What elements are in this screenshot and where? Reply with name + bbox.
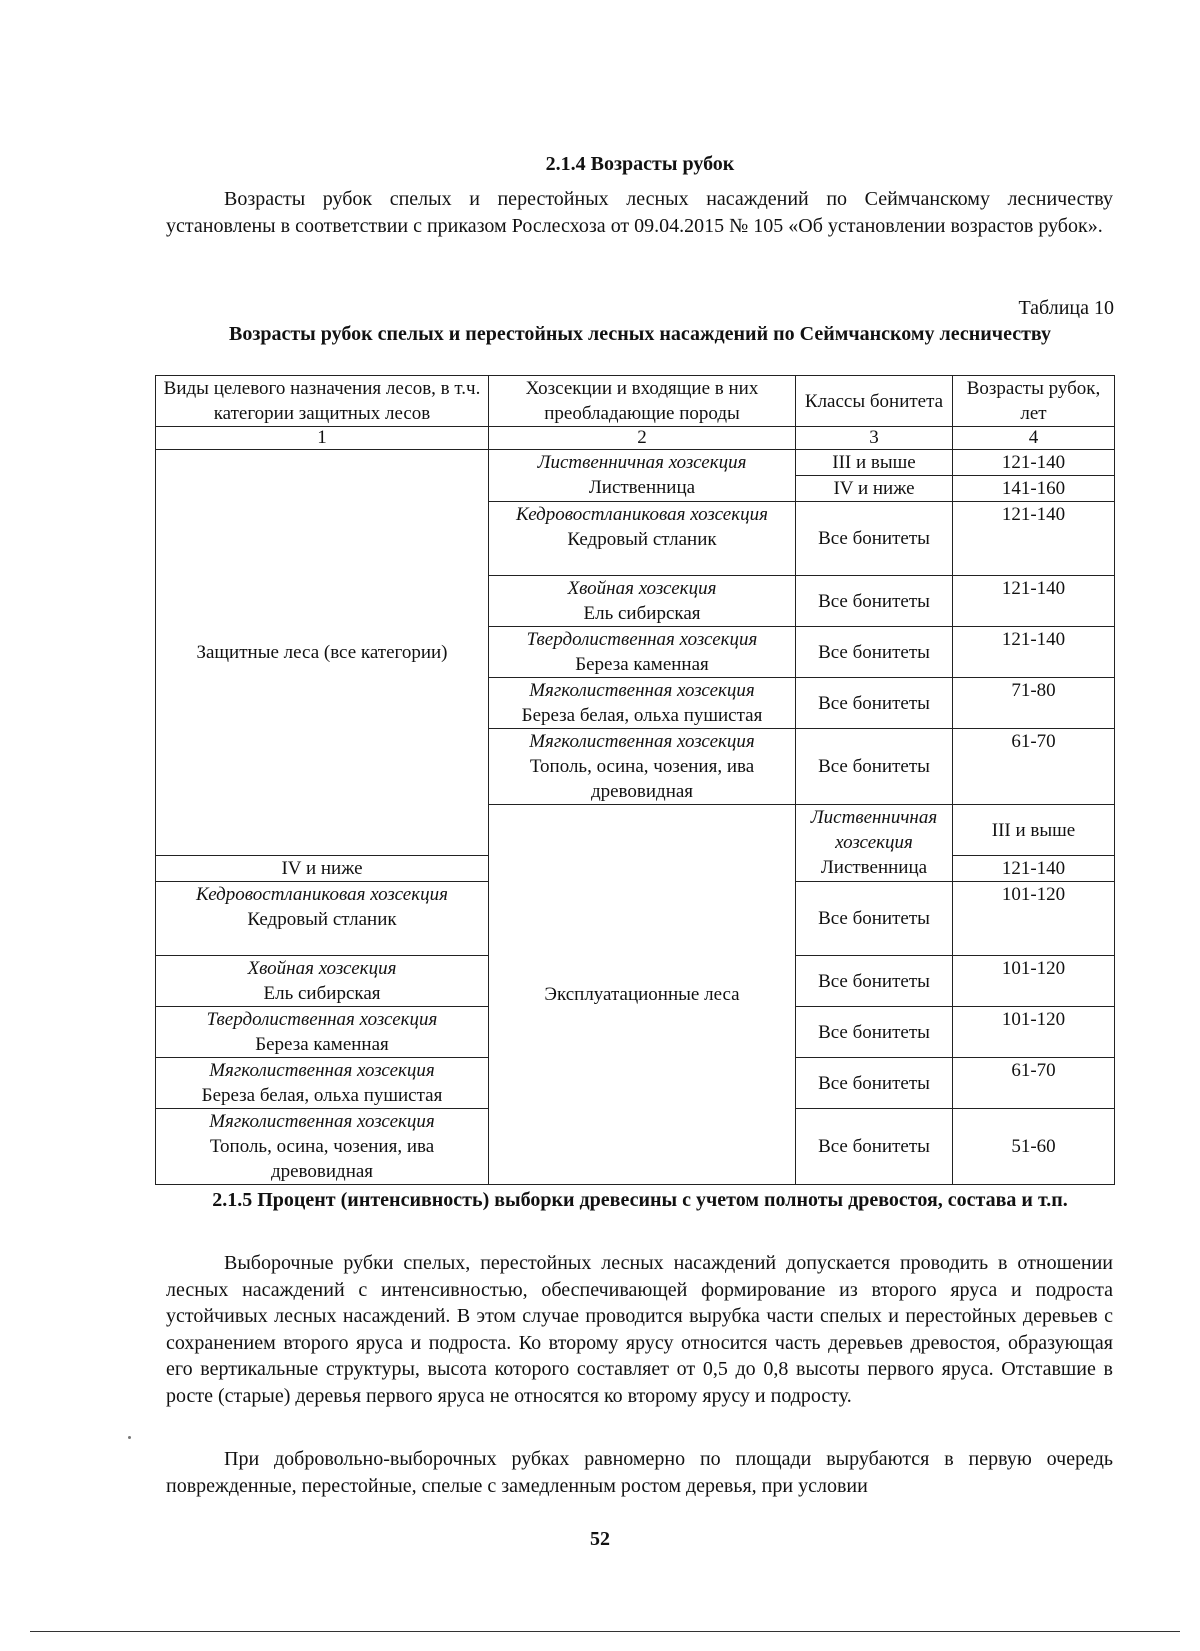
header-felling-age: Возрасты рубок, лет (953, 376, 1115, 427)
economic-section-cell (489, 576, 796, 627)
site-class-cell: III и выше (796, 450, 953, 476)
site-class-cell: IV и ниже (796, 476, 953, 502)
site-class-cell: Все бонитеты (796, 1109, 953, 1185)
economic-section-cell (156, 1058, 489, 1109)
economic-section-cell (489, 627, 796, 678)
section-2-1-5-paragraph-2: При добровольно-выборочных рубках равномерно по площади вырубаются в первую очередь поврежденные, перестойные, спелые с замедленным ростом деревья, при условии (166, 1448, 1113, 1497)
header-forest-purpose: Виды целевого назначения лесов, в т.ч. категории защитных лесов (156, 376, 489, 427)
site-class-cell: Все бонитеты (796, 956, 953, 1007)
economic-section-cell (489, 502, 796, 576)
table-title: Возрасты рубок спелых и перестойных лесных насаждений по Сеймчанскому лесничеству (228, 323, 1052, 345)
column-number-row (156, 427, 1115, 450)
bottom-rule (30, 1631, 1180, 1632)
section-name: Твердолиственная хозсекция (206, 1009, 438, 1030)
felling-age-cell: 101-120 (953, 956, 1115, 1007)
site-class-cell: IV и ниже (156, 856, 489, 882)
site-class-cell: Все бонитеты (796, 576, 953, 627)
economic-section-cell (796, 805, 953, 882)
section-2-1-5-paragraph-1: Выборочные рубки спелых, перестойных лесных насаждений допускается проводить в отношении лесных насаждений с интенсивностью, обеспечивающей формирование из второго яруса и подроста устойчивых лесных насаждений. В этом случае проводится вырубка части спелых и перестойных деревьев с сохранением второго яруса и подроста. Ко второму ярусу относится часть деревьев древостоя, образующая его вертикальные структуры, высота которого составляет от 0,5 до 0,8 высоты первого яруса. Отставшие в росте (старые) деревья первого яруса не относятся ко второму ярусу и подросту. (166, 1252, 1113, 1407)
section-2-1-4-title: 2.1.4 Возрасты рубок (545, 153, 735, 175)
section-2-1-5-title: 2.1.5 Процент (интенсивность) выборки древесины с учетом полноты древостоя, состава и т.п. (212, 1189, 1068, 1211)
table-number: Таблица 10 (1018, 297, 1114, 319)
species-name: Береза каменная (575, 654, 709, 675)
column-number: 1 (156, 427, 489, 450)
site-class-cell: Все бонитеты (796, 502, 953, 576)
felling-age-cell: 121-140 (953, 576, 1115, 627)
species-name: Ель сибирская (263, 983, 381, 1004)
page-number: 52 (590, 1528, 610, 1550)
site-class-cell: Все бонитеты (796, 678, 953, 729)
section-name: Мягколиственная хозсекция (529, 680, 755, 701)
species-name: Ель сибирская (583, 603, 701, 624)
felling-age-cell: 141-160 (953, 476, 1115, 502)
species-name: Береза каменная (255, 1034, 389, 1055)
felling-age-cell: 121-140 (953, 502, 1115, 576)
felling-age-cell: 51-60 (953, 1109, 1115, 1185)
felling-age-cell: 121-140 (953, 627, 1115, 678)
felling-age-cell: 71-80 (953, 678, 1115, 729)
economic-section-cell (489, 450, 796, 502)
forest-purpose-cell: Эксплуатационные леса (489, 805, 796, 1185)
section-name: Мягколиственная хозсекция (209, 1111, 435, 1132)
section-name: Лиственничная хозсекция (810, 807, 938, 853)
section-name: Мягколиственная хозсекция (209, 1060, 435, 1081)
forest-purpose-cell: Защитные леса (все категории) (156, 450, 489, 856)
site-class-cell: III и выше (953, 805, 1115, 856)
section-name: Хвойная хозсекция (247, 958, 397, 979)
species-name: Кедровый стланик (567, 529, 717, 550)
felling-age-cell: 121-140 (953, 856, 1115, 882)
section-name: Кедровостланиковая хозсекция (196, 884, 448, 905)
species-name: Береза белая, ольха пушистая (521, 705, 763, 726)
species-name: Лиственница (820, 857, 928, 878)
table-header-row (156, 376, 1115, 427)
economic-section-cell (156, 956, 489, 1007)
felling-age-cell: 101-120 (953, 882, 1115, 956)
felling-age-table (155, 375, 1115, 1185)
species-name: Береза белая, ольха пушистая (201, 1085, 443, 1106)
species-name: Тополь, осина, чозения, ива древовидная (209, 1136, 435, 1182)
economic-section-cell (489, 729, 796, 805)
column-number: 4 (953, 427, 1115, 450)
table-row (156, 450, 1115, 476)
species-name: Кедровый стланик (247, 909, 397, 930)
felling-age-cell: 121-140 (953, 450, 1115, 476)
section-name: Твердолиственная хозсекция (526, 629, 758, 650)
economic-section-cell (156, 1007, 489, 1058)
header-economic-section: Хозсекции и входящие в них преобладающие породы (489, 376, 796, 427)
column-number: 3 (796, 427, 953, 450)
site-class-cell: Все бонитеты (796, 882, 953, 956)
site-class-cell: Все бонитеты (796, 729, 953, 805)
section-name: Кедровостланиковая хозсекция (516, 504, 768, 525)
section-2-1-4-paragraph: Возрасты рубок спелых и перестойных лесных насаждений по Сеймчанскому лесничеству установлены в соответствии с приказом Рослесхоза от 09.04.2015 № 105 «Об установлении возрастов рубок». (166, 188, 1113, 237)
column-number: 2 (489, 427, 796, 450)
economic-section-cell (156, 882, 489, 956)
section-name: Мягколиственная хозсекция (529, 731, 755, 752)
economic-section-cell (489, 678, 796, 729)
felling-age-cell: 61-70 (953, 729, 1115, 805)
felling-age-cell: 61-70 (953, 1058, 1115, 1109)
site-class-cell: Все бонитеты (796, 1007, 953, 1058)
scan-speck (128, 1436, 131, 1439)
species-name: Тополь, осина, чозения, ива древовидная (529, 756, 755, 802)
section-name: Лиственничная хозсекция (537, 452, 747, 473)
felling-age-cell: 101-120 (953, 1007, 1115, 1058)
site-class-cell: Все бонитеты (796, 1058, 953, 1109)
header-site-class: Классы бонитета (796, 376, 953, 427)
section-name: Хвойная хозсекция (567, 578, 717, 599)
site-class-cell: Все бонитеты (796, 627, 953, 678)
economic-section-cell (156, 1109, 489, 1185)
species-name: Лиственница (588, 477, 696, 498)
